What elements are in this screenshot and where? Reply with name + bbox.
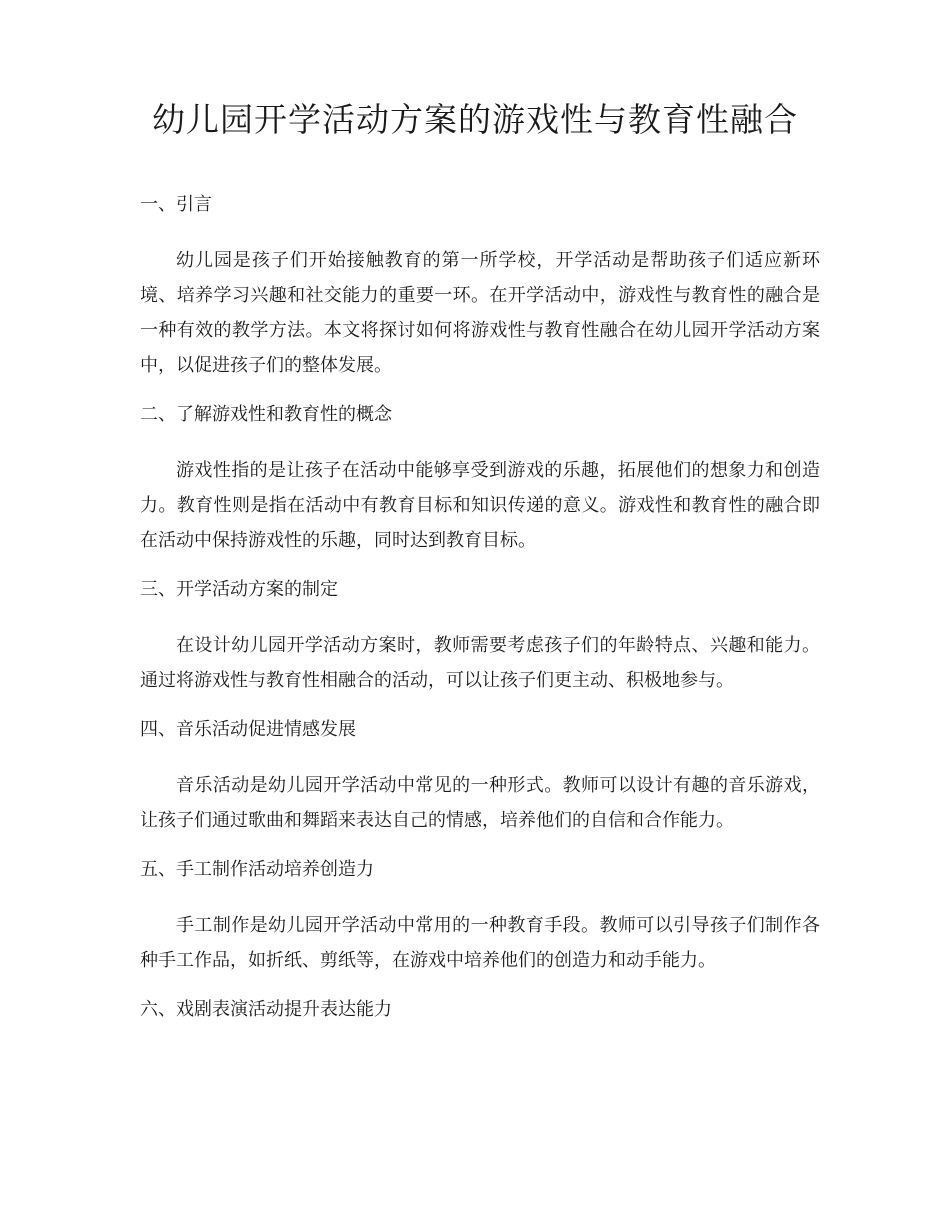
section-paragraph: 手工制作是幼儿园开学活动中常用的一种教育手段。教师可以引导孩子们制作各种手工作品，如折纸、剪纸等，在游戏中培养他们的创造力和动手能力。 [140, 915, 820, 971]
section-paragraph: 游戏性指的是让孩子在活动中能够享受到游戏的乐趣，拓展他们的想象力和创造力。教育性则是指在活动中有教育目标和知识传递的意义。游戏性和教育性的融合即在活动中保持游戏性的乐趣，同时达到教育目标。 [140, 460, 820, 551]
section-heading: 四、音乐活动促进情感发展 [140, 719, 356, 740]
section-drama-activity [140, 995, 820, 1025]
section-heading: 一、引言 [140, 194, 212, 215]
section-plan-design [140, 575, 820, 715]
document-title: 幼儿园开学活动方案的游戏性与教育性融合 [152, 100, 798, 139]
section-paragraph: 音乐活动是幼儿园开学活动中常见的一种形式。教师可以设计有趣的音乐游戏，让孩子们通过歌曲和舞蹈来表达自己的情感，培养他们的自信和合作能力。 [140, 775, 820, 831]
section-handcraft-activity [140, 855, 820, 995]
section-concepts [140, 400, 820, 575]
section-heading: 五、手工制作活动培养创造力 [140, 859, 374, 880]
section-heading: 三、开学活动方案的制定 [140, 579, 338, 600]
section-heading: 二、了解游戏性和教育性的概念 [140, 404, 392, 425]
section-introduction [140, 190, 820, 400]
document-content [140, 190, 820, 1025]
section-paragraph: 在设计幼儿园开学活动方案时，教师需要考虑孩子们的年龄特点、兴趣和能力。通过将游戏性与教育性相融合的活动，可以让孩子们更主动、积极地参与。 [140, 635, 820, 691]
section-heading: 六、戏剧表演活动提升表达能力 [140, 999, 392, 1020]
section-music-activity [140, 715, 820, 855]
section-paragraph: 幼儿园是孩子们开始接触教育的第一所学校，开学活动是帮助孩子们适应新环境、培养学习兴趣和社交能力的重要一环。在开学活动中，游戏性与教育性的融合是一种有效的教学方法。本文将探讨如何将游戏性与教育性融合在幼儿园开学活动方案中，以促进孩子们的整体发展。 [140, 250, 820, 376]
